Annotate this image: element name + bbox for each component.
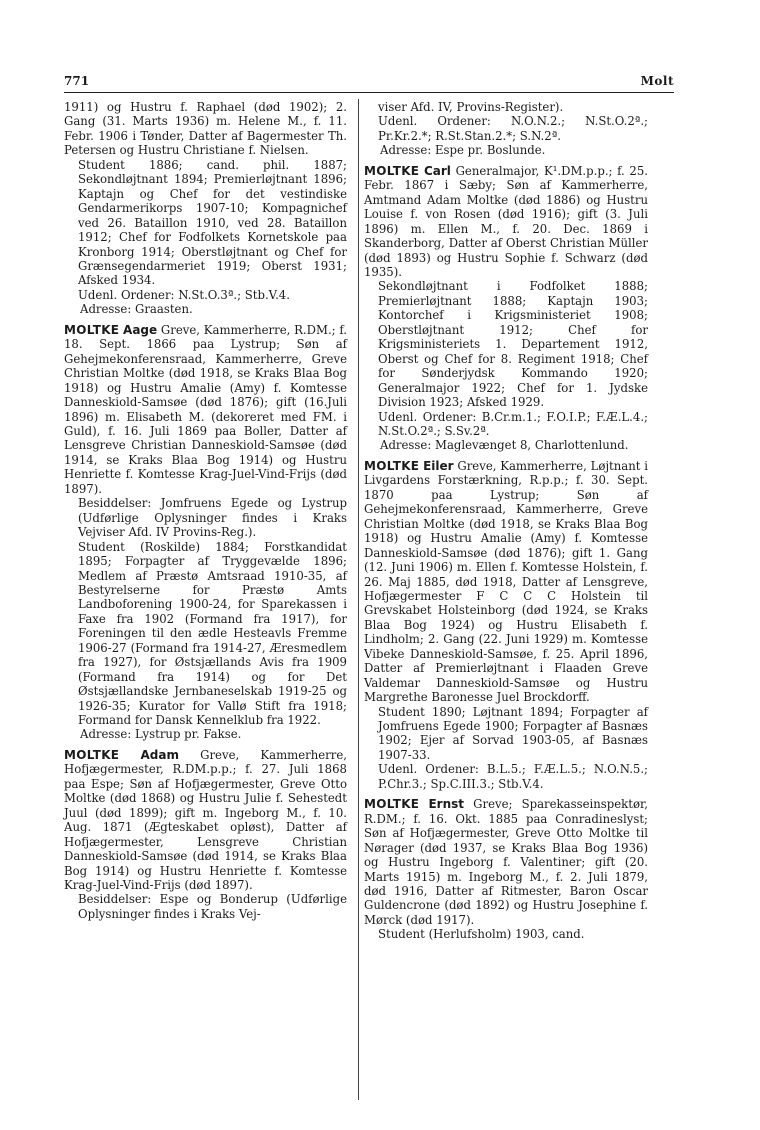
entry-carl-career: Sekondløjtnant i Fodfolket 1888; Premierløjtnant 1888; Kaptajn 1903; Kontorchef i Krigsministeriet 1908; Oberstløjtnant 1912; Chef for Krigsministeriets 1. Departement 1912, Oberst og Chef for 8. Regiment 1918; Chef for Sønderjydsk Kommando 1920; Generalmajor 1922; Chef for 1. Jydske Division 1923; Afsked 1929. <box>378 279 648 410</box>
continued-entry-career: Student 1886; cand. phil. 1887; Sekondløjtnant 1894; Premierløjtnant 1896; Kaptajn og Chef for det vestindiske Gendarmerikorps 1907-10; Kompagnichef ved 26. Bataillon 1910, ved 28. Bataillon 1912; Chef for Fodfolkets Kornetskole paa Kronborg 1914; Oberstløjtnant og Chef for Grænsegendarmeriet 1919; Oberst 1931; Afsked 1934. <box>78 157 347 288</box>
entry-first-name: Aage <box>123 322 158 337</box>
column-divider <box>358 99 359 1100</box>
entry-ernst-text: Greve; Sparekasseinspektør, R.DM.; f. 16. Okt. 1885 paa Conradineslyst; Søn af Hofjægermester, Greve Otto Moltke til Nørager (død 1937, se Kraks Blaa Bog 1936) og Hustru Ingeborg f. Valentiner; gift (20. Marts 1915) m. Ingeborg M., f. 2. Juli 1879, død 1916, Datter af Ritmester, Baron Oscar Guldencrone (død 1892) og Hustru Josephine f. Mørck (død 1917). <box>364 797 649 927</box>
entry-eiler-bio <box>364 459 648 705</box>
header-rule <box>64 92 674 93</box>
entry-eiler-orders: Udenl. Ordener: B.L.5.; F.Æ.L.5.; N.O.N.5.; P.Chr.3.; Sp.C.III.3.; Stb.V.4. <box>378 762 648 791</box>
entry-aage-text: Greve, Kammerherre, R.DM.; f. 18. Sept. 1866 paa Lystrup; Søn af Gehejmekonferensraad, Kammerherre, Greve Christian Moltke (død 1918, se Kraks Blaa Bog 1918) og Hustru Amalie (Amy) f. Komtesse Danneskiold-Samsøe (død 1876); gift (16.Juli 1896) m. Elisabeth M. (dekoreret med FM. i Guld), f. 16. Juli 1869 paa Boller, Datter af Lensgreve Christian Danneskiold-Samsøe (død 1914, se Kraks Blaa Bog 1914) og Hustru Henriette f. Komtesse Krag-Juel-Vind-Frijs (død 1897). <box>64 322 347 496</box>
entry-ernst-bio <box>364 797 648 927</box>
entry-first-name: Adam <box>140 747 179 762</box>
entry-surname: MOLTKE <box>64 747 120 762</box>
continued-entry-address: Adresse: Espe pr. Boslunde. <box>380 143 546 158</box>
entry-adam <box>64 748 347 921</box>
entry-adam-bio <box>64 748 347 893</box>
entry-eiler-career: Student 1890; Løjtnant 1894; Forpagter af Jomfruens Egede 1900; Forpagter af Basnæs 1902; Ejer af Sorvad 1903-05, af Basnæs 1907-33. <box>378 704 648 762</box>
continued-entry-orders: Udenl. Ordener: N.St.O.3ª.; Stb.V.4. <box>78 287 290 302</box>
entry-ernst <box>364 797 648 942</box>
entry-aage-bio <box>64 323 347 496</box>
entry-carl-bio <box>364 164 648 280</box>
entry-eiler-text: Greve, Kammerherre, Løjtnant i Livgardens Forstærkning, R.p.p.; f. 30. Sept. 1870 paa Lystrup; Søn af Gehejmekonferensraad, Kammerherre, Greve Christian Moltke (død 1918, se Kraks Blaa Bog 1918) og Hustru Amalie (Amy) f. Komtesse Danneskiold-Samsøe (død 1876); gift 1. Gang (12. Juni 1906) m. Ellen f. Komtesse Holstein, f. 26. Maj 1885, død 1918, Datter af Lensgreve, Hofjægermester F C C C Holstein til Grevskabet Holsteinborg (død 1924, se Kraks Blaa Bog 1924) og Hustru Elisabeth f. Lindholm; 2. Gang (22. Juni 1929) m. Komtesse Vibeke Danneskiold-Samsøe, f. 25. April 1896, Datter af Premierløjtnant i Flaaden Greve Valdemar Danneskiold-Samsøe og Hustru Margrethe Baronesse Juel Brockdorff. <box>364 458 649 705</box>
entry-adam-possessions: Besiddelser: Espe og Bonderup (Udførlige Oplysninger findes i Kraks Vej- <box>78 892 347 921</box>
entry-surname: MOLTKE <box>364 458 420 473</box>
continued-entry-orders: Udenl. Ordener: N.O.N.2.; N.St.O.2ª.; Pr.Kr.2.*; R.St.Stan.2.*; S.N.2ª. <box>378 114 648 143</box>
entry-aage-address: Adresse: Lystrup pr. Fakse. <box>80 727 242 742</box>
entry-surname: MOLTKE <box>64 322 120 337</box>
entry-carl-orders: Udenl. Ordener: B.Cr.m.1.; F.O.I.P.; F.Æ.L.4.; N.St.O.2ª.; S.Sv.2ª. <box>378 409 648 438</box>
continued-entry-register: viser Afd. IV, Provins-Register). <box>378 100 564 114</box>
continued-entry-text: 1911) og Hustru f. Raphael (død 1902); 2. Gang (31. Marts 1936) m. Helene M., f. 11. Febr. 1906 i Tønder, Datter af Bagermester Th. Petersen og Hustru Christiane f. Nielsen. <box>64 100 347 158</box>
entry-carl-text: Generalmajor, K¹.DM.p.p.; f. 25. Febr. 1867 i Sæby; Søn af Kammerherre, Amtmand Adam Moltke (død 1886) og Hustru Louise f. von Rosen (død 1916); gift (3. Juli 1896) m. Ellen M., f. 20. Dec. 1869 i Skanderborg, Datter af Oberst Christian Müller (død 1893) og Hustru Sophie f. Schwarz (død 1935). <box>364 163 649 279</box>
entry-first-name: Carl <box>423 163 451 178</box>
entry-eiler <box>364 459 648 791</box>
entry-surname: MOLTKE <box>364 163 420 178</box>
entry-aage <box>64 323 347 742</box>
entry-adam-text: Greve, Kammerherre, Hofjægermester, R.DM.p.p.; f. 27. Juli 1868 paa Espe; Søn af Hofjægermester, Greve Otto Moltke (død 1868) og Hustru Julie f. Sehestedt Juul (død 1899); gift m. Ingeborg M., f. 10. Aug. 1871 (Ægteskabet opløst), Datter af Hofjægermester, Lensgreve Christian Danneskiold-Samsøe (død 1914, se Kraks Blaa Bog 1914) og Hustru Henriette f. Komtesse Krag-Juel-Vind-Frijs (død 1897). <box>64 747 347 893</box>
entry-first-name: Eiler <box>423 458 454 473</box>
continued-entry-address: Adresse: Graasten. <box>80 302 193 317</box>
entry-carl <box>364 164 648 453</box>
entry-surname: MOLTKE <box>364 797 420 812</box>
left-column <box>64 100 347 921</box>
entry-first-name: Ernst <box>428 797 464 812</box>
right-column <box>364 100 648 942</box>
entry-ernst-education: Student (Herlufsholm) 1903, cand. <box>378 927 585 942</box>
running-head: Molt <box>640 74 674 88</box>
entry-aage-possessions: Besiddelser: Jomfruens Egede og Lystrup (Udførlige Oplysninger findes i Kraks Vejviser Afd. IV Provins-Reg.). <box>78 496 347 540</box>
entry-aage-career: Student (Roskilde) 1884; Forstkandidat 1895; Forpagter af Tryggevælde 1896; Medlem af Præstø Amtsraad 1910-35, af Bestyrelserne for Præstø Amts Landboforening 1900-24, for Sparekassen i Faxe fra 1902 (Formand fra 1917), for Foreningen til den ædle Hesteavls Fremme 1906-27 (Formand fra 1914-27, Æresmedlem fra 1927), for Østsjællands Avis fra 1909 (Formand fra 1914) og for Det Østsjællandske Jernbaneselskab 1919-25 og 1926-35; Kurator for Vallø Stift fra 1918; Formand for Dansk Kennelklub fra 1922. <box>78 539 347 728</box>
page-number: 771 <box>64 74 90 88</box>
page-header <box>64 74 674 92</box>
entry-carl-address: Adresse: Maglevænget 8, Charlottenlund. <box>380 438 629 453</box>
